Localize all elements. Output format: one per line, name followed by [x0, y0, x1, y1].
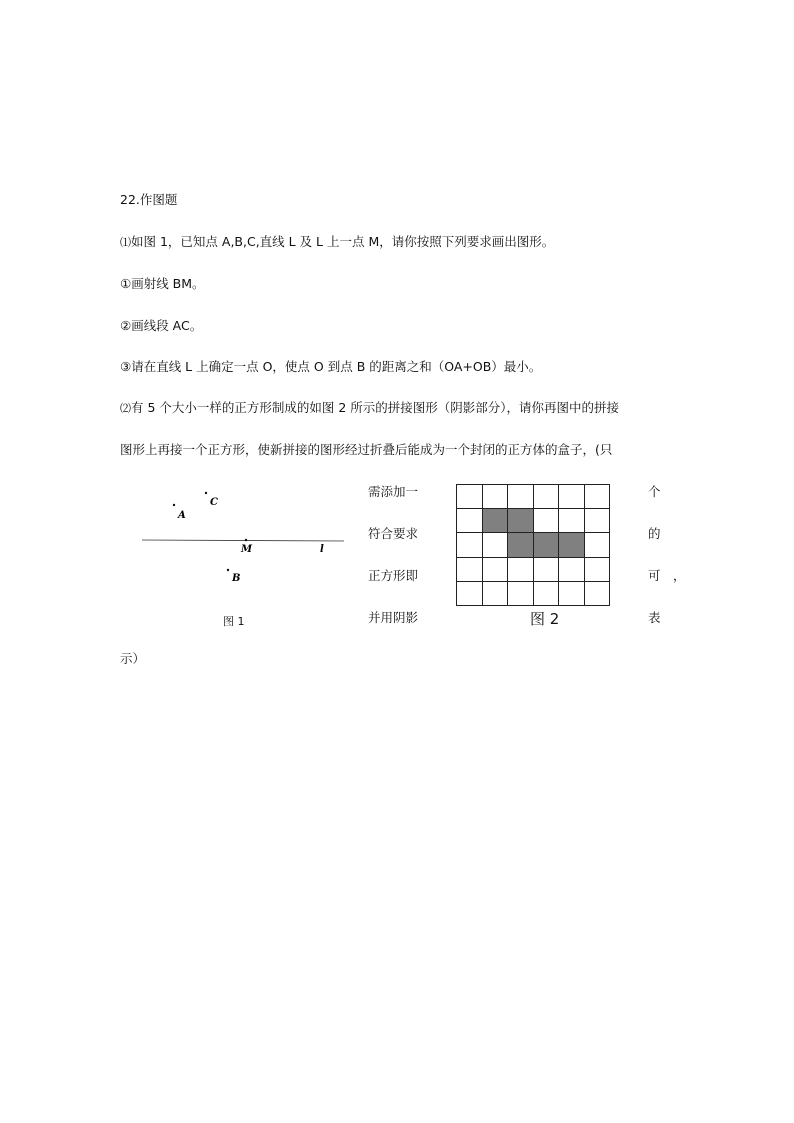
- grid-cell-shaded: [482, 508, 509, 533]
- grid-cell-shaded: [507, 508, 534, 533]
- grid-cell: [482, 581, 509, 606]
- grid-cell-shaded: [533, 532, 560, 557]
- grid-cell: [533, 484, 560, 509]
- grid-cell: [533, 581, 560, 606]
- grid-cell: [558, 484, 585, 509]
- grid-cell: [456, 484, 483, 509]
- grid-cell: [507, 557, 534, 582]
- question-tail: 示）: [120, 651, 146, 666]
- grid-cell-shaded: [507, 532, 534, 557]
- point-a-dot: [173, 504, 175, 506]
- wrap-left-1: 需添加一: [368, 484, 419, 499]
- wrap-right-1: 个: [648, 484, 661, 499]
- point-b-label: B: [232, 573, 241, 584]
- grid-cell: [507, 484, 534, 509]
- wrap-left-4: 并用阴影: [368, 610, 419, 625]
- wrap-left-2: 符合要求: [368, 526, 419, 541]
- part1-text: [120, 234, 554, 251]
- line-l: [142, 540, 344, 541]
- figure-1-caption: 图 1: [223, 615, 245, 628]
- part2-line-1-body: 有 5 个大小一样的正方形制成的如图 2 所示的拼接图形（阴影部分），请你再图中的拼接: [131, 400, 620, 415]
- wrap-left-3: 正方形即: [368, 568, 419, 583]
- grid-cell: [584, 532, 611, 557]
- grid-cell: [558, 581, 585, 606]
- step-1: ①画射线 BM。: [120, 276, 205, 291]
- part2-line-1: [120, 400, 619, 417]
- grid-cell: [507, 581, 534, 606]
- figure-1-diagram: [138, 484, 350, 594]
- step-2: ②画线段 AC。: [120, 318, 203, 333]
- grid-cell: [456, 508, 483, 533]
- grid-cell: [558, 557, 585, 582]
- grid-cell: [533, 557, 560, 582]
- grid-cell: [584, 581, 611, 606]
- question-heading: 22.作图题: [120, 192, 178, 207]
- wrap-right-2: 的: [648, 526, 661, 541]
- grid-cell: [456, 532, 483, 557]
- line-l-label: l: [320, 544, 324, 555]
- grid-cell: [482, 484, 509, 509]
- grid-cell: [482, 557, 509, 582]
- wrap-right-4: 表: [648, 610, 661, 625]
- point-m-label: M: [241, 544, 253, 555]
- step-3: ③请在直线 L 上确定一点 O，使点 O 到点 B 的距离之和（OA+OB）最小。: [120, 359, 542, 374]
- figure-2-grid: [456, 484, 610, 606]
- point-c-label: C: [210, 497, 218, 508]
- grid-cell: [584, 557, 611, 582]
- part1-body: 如图 1，已知点 A,B,C,直线 L 及 L 上一点 M，请你按照下列要求画出图形。: [131, 234, 555, 249]
- grid-cell: [456, 581, 483, 606]
- point-b-dot: [227, 569, 229, 571]
- part2-line-2: 图形上再接一个正方形，使新拼接的图形经过折叠后能成为一个封闭的正方体的盒子，(只: [120, 442, 613, 457]
- wrap-right-3: 可 ，: [648, 568, 686, 583]
- grid-cell: [558, 508, 585, 533]
- grid-cell: [533, 508, 560, 533]
- point-m-dot: [245, 539, 247, 541]
- grid-cell: [584, 484, 611, 509]
- figure-2-caption: 图 2: [530, 610, 560, 628]
- grid-cell: [584, 508, 611, 533]
- grid-cell: [482, 532, 509, 557]
- part1-label: ⑴: [120, 236, 131, 249]
- point-a-label: A: [178, 510, 186, 521]
- point-c-dot: [205, 492, 207, 494]
- part2-label: ⑵: [120, 402, 131, 415]
- grid-cell: [456, 557, 483, 582]
- grid-cell-shaded: [558, 532, 585, 557]
